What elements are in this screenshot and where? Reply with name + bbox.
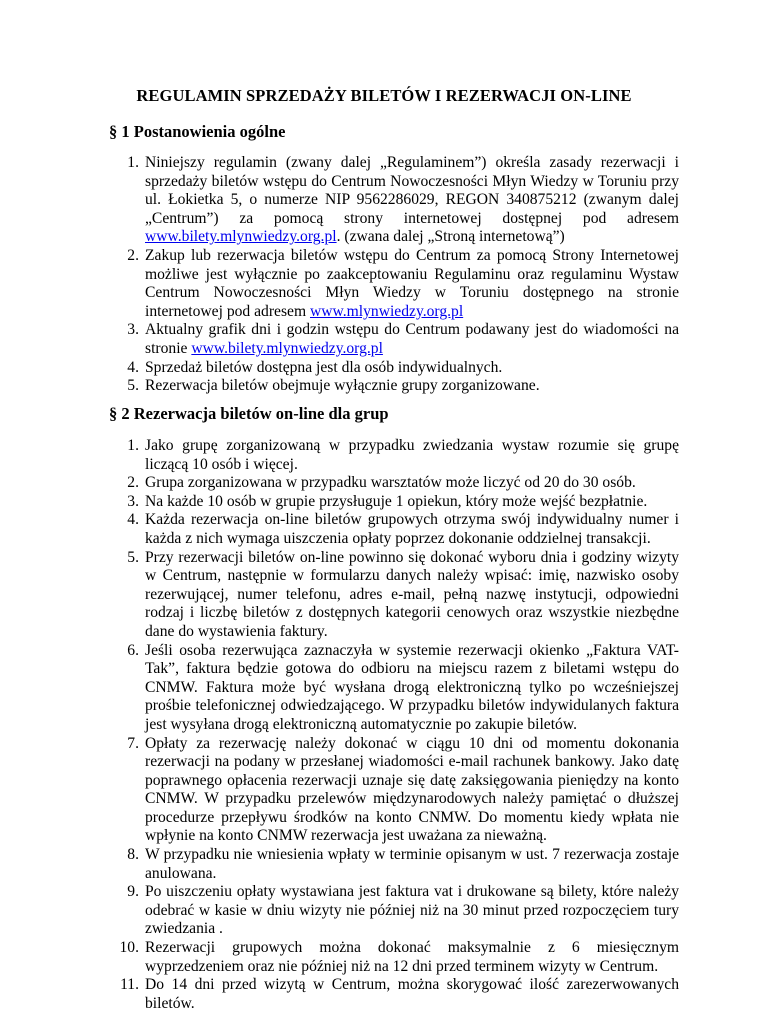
list-item xyxy=(109,846,679,883)
website-link[interactable]: www.bilety.mlynwiedzy.org.pl xyxy=(145,228,337,246)
list-item-number: 3. xyxy=(127,321,139,339)
list-item xyxy=(109,437,679,474)
list-item xyxy=(109,511,679,548)
list-item xyxy=(109,359,679,378)
list-item-number: 5. xyxy=(127,548,139,566)
list-item-number: 10. xyxy=(119,939,139,957)
list-item-text: W przypadku nie wniesienia wpłaty w terminie opisanym w ust. 7 rezerwacja zostaje anulowana. xyxy=(145,846,679,882)
list-item-text: Zakup lub rezerwacja biletów wstępu do Centrum za pomocą Strony Internetowej możliwe jest wyłącznie po zaakceptowaniu Regulaminu oraz regulaminu Wystaw Centrum Nowoczesności Młyn Wiedzy w Toruniu dostępnego na stronie internetowej pod adresem xyxy=(145,246,679,320)
list-item-text: Do 14 dni przed wizytą w Centrum, można skorygować ilość zarezerwowanych biletów. xyxy=(145,976,679,1012)
list-item xyxy=(109,735,679,847)
list-item xyxy=(109,321,679,358)
list-item xyxy=(109,939,679,976)
section-2-list xyxy=(109,437,679,1013)
list-item-text: Niniejszy regulamin (zwany dalej „Regulaminem”) określa zasady rezerwacji i sprzedaży biletów wstępu do Centrum Nowoczesności Młyn Wiedzy w Toruniu przy ul. Łokietka 5, o numerze NIP 9562286029, REGON 340875212 (zwanym dalej „Centrum”) za pomocą strony internetowej dostępnej pod adresem xyxy=(145,154,679,227)
list-item xyxy=(109,247,679,321)
list-item-text: Przy rezerwacji biletów on-line powinno się dokonać wyboru dnia i godziny wizyty w Centrum, następnie w formularzu danych należy wpisać: imię, nazwisko osoby rezerwującej, numer telefonu, adres e-mail, pełną nazwę instytucji, odpowiedni rodzaj i liczbę biletów z dostępnych kategorii cenowych oraz wszystkie niezbędne dane do wystawienia faktury. xyxy=(145,548,679,640)
document-title: REGULAMIN SPRZEDAŻY BILETÓW I REZERWACJI ON-LINE xyxy=(136,86,632,105)
list-item-text: Po uiszczeniu opłaty wystawiana jest faktura vat i drukowane są bilety, które należy odebrać w kasie w dniu wizyty nie później niż na 30 minut przed rozpoczęciem tury zwiedzania . xyxy=(145,883,679,938)
list-item-text: Rezerwacja biletów obejmuje wyłącznie grupy zorganizowane. xyxy=(145,377,540,395)
list-item-text: Grupa zorganizowana w przypadku warsztatów może liczyć od 20 do 30 osób. xyxy=(145,474,636,492)
list-item-number: 1. xyxy=(127,437,139,454)
list-item-text: Na każde 10 osób w grupie przysługuje 1 opiekun, który może wejść bezpłatnie. xyxy=(145,492,648,510)
list-item-number: 5. xyxy=(127,377,139,395)
list-item-number: 4. xyxy=(127,511,139,529)
list-item-number: 2. xyxy=(127,474,139,492)
list-item-text-tail: . (zwana dalej „Stroną internetową”) xyxy=(336,228,565,246)
list-item-number: 8. xyxy=(127,846,139,864)
list-item-text: Jako grupę zorganizowaną w przypadku zwiedzania wystaw rozumie się grupę liczącą 10 osób i więcej. xyxy=(145,437,679,473)
list-item-text: Jeśli osoba rezerwująca zaznaczyła w systemie rezerwacji okienko „Faktura VAT-Tak”, faktura będzie gotowa do odbioru na miejscu razem z biletami wstępu do CNMW. Faktura może być wysłana drogą elektroniczną tylko po wcześniejszej prośbie telefonicznej odwiedzającego. W przypadku biletów indywidulanych faktura jest wysyłana drogą elektroniczną automatycznie po zakupie biletów. xyxy=(145,641,679,733)
list-item-number: 7. xyxy=(127,734,139,752)
list-item-text: Opłaty za rezerwację należy dokonać w ciągu 10 dni od momentu dokonania rezerwacji na podany w przesłanej wiadomości e-mail rachunek bankowy. Jako datę poprawnego opłacenia rezerwacji uznaje się datę zaksięgowania pieniędzy na konto CNMW. W przypadku przelewów międzynarodowych należy pamiętać o dłuższej procedurze przepływu środków na konto CNMW. Do momentu kiedy wpłata nie wpłynie na konto CNMW rezerwacja jest uważana za nieważną. xyxy=(145,734,679,845)
list-item-number: 4. xyxy=(127,358,139,376)
list-item xyxy=(109,493,679,512)
list-item-number: 11. xyxy=(120,976,139,994)
list-item xyxy=(109,474,679,493)
list-item xyxy=(109,377,679,396)
list-item-text: Aktualny grafik dni i godzin wstępu do Centrum podawany jest do wiadomości na stronie xyxy=(145,321,679,357)
section-1-list xyxy=(109,154,679,396)
website-link[interactable]: www.bilety.mlynwiedzy.org.pl xyxy=(191,339,383,357)
list-item-text: Każda rezerwacja on-line biletów grupowych otrzyma swój indywidualny numer i każda z nich wymaga uiszczenia opłaty poprzez dokonanie oddzielnej transakcji. xyxy=(145,511,679,547)
list-item xyxy=(109,883,679,939)
website-link[interactable]: www.mlynwiedzy.org.pl xyxy=(309,302,464,320)
list-item-text: Sprzedaż biletów dostępna jest dla osób indywidualnych. xyxy=(145,358,503,376)
list-item-number: 1. xyxy=(127,154,139,171)
list-item-text: Rezerwacji grupowych można dokonać maksymalnie z 6 miesięcznym wyprzedzeniem oraz nie później niż na 12 dni przed terminem wizyty w Centrum. xyxy=(145,939,679,975)
list-item xyxy=(109,154,679,247)
list-item-number: 6. xyxy=(127,641,139,659)
list-item xyxy=(109,642,679,735)
list-item-number: 9. xyxy=(127,883,139,901)
section-1-heading: § 1 Postanowienia ogólne xyxy=(109,122,286,141)
list-item xyxy=(109,549,679,642)
list-item-number: 3. xyxy=(127,492,139,510)
list-item-number: 2. xyxy=(127,246,139,264)
list-item xyxy=(109,976,679,1013)
section-2-heading: § 2 Rezerwacja biletów on-line dla grup xyxy=(109,404,389,423)
